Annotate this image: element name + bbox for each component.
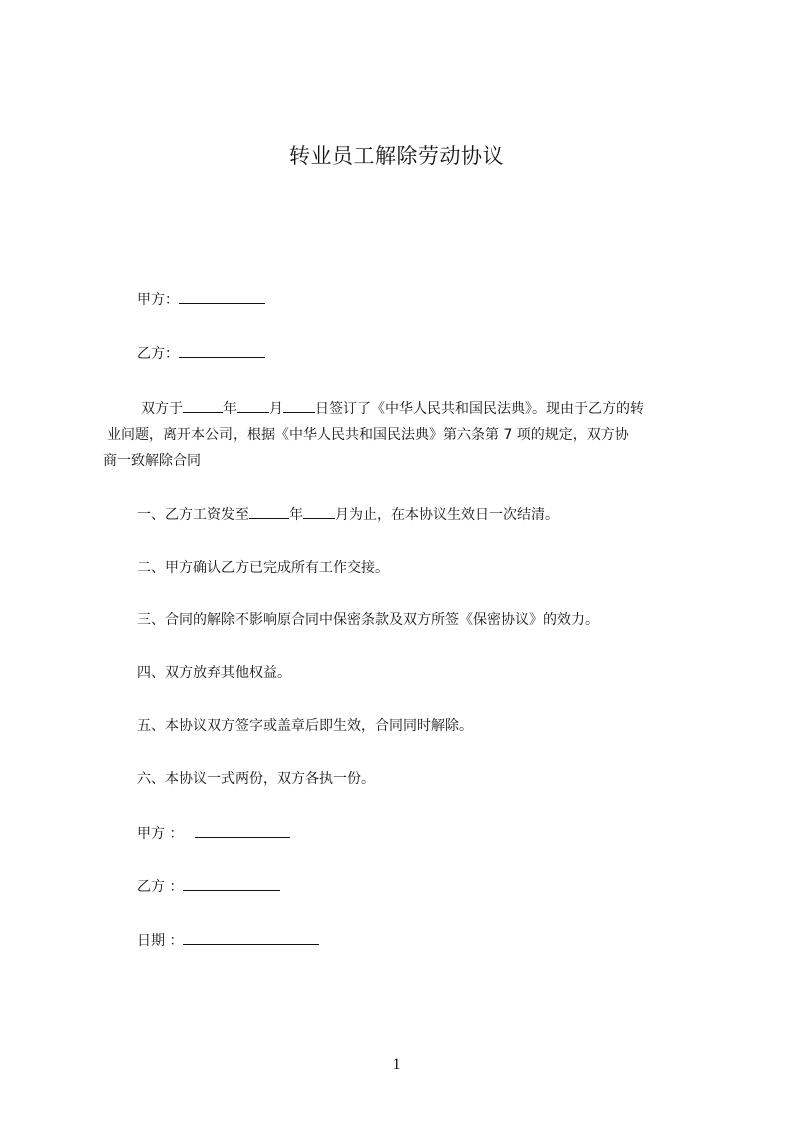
clause-2: 二、甲方确认乙方已完成所有工作交接。 <box>137 560 389 576</box>
party-b-line <box>137 342 265 366</box>
intro-month-label: 月 <box>269 401 283 417</box>
signature-date-label: 日期 ： <box>137 933 184 949</box>
intro-year-label: 年 <box>223 401 237 417</box>
page-number: 1 <box>392 1056 401 1073</box>
signature-party-a-blank <box>195 822 290 838</box>
clause-1-month-blank <box>303 503 335 519</box>
clause-4: 四、双方放弃其他权益。 <box>137 665 291 681</box>
signature-party-b <box>137 875 280 899</box>
signature-date <box>137 929 319 953</box>
intro-line-2: 业问题，离开本公司，根据《中华人民共和国民法典》第六条第 7 项的规定，双方协 <box>107 427 629 443</box>
party-a-label: 甲方： <box>137 292 179 308</box>
signature-date-blank <box>183 929 319 945</box>
party-b-blank <box>179 342 265 358</box>
clause-1-year-label: 年 <box>289 507 303 523</box>
signature-party-a-label: 甲方 ： <box>137 826 184 842</box>
intro-line-3: 商一致解除合同 <box>103 453 201 469</box>
signature-party-b-blank <box>183 875 280 891</box>
clause-6: 六、本协议一式两份，双方各执一份。 <box>137 771 375 787</box>
clause-1-year-blank <box>249 503 289 519</box>
party-a-line <box>137 288 265 312</box>
intro-text-start: 双方于 <box>141 401 183 417</box>
intro-day-blank <box>283 397 315 413</box>
intro-year-blank <box>183 397 223 413</box>
clause-1-end: 月为止，在本协议生效日一次结清。 <box>335 507 559 523</box>
party-a-blank <box>179 288 265 304</box>
clause-1 <box>137 503 559 527</box>
intro-text-end: 日签订了《中华人民共和国民法典》。现由于乙方的转 <box>315 401 644 417</box>
clause-3: 三、合同的解除不影响原合同中保密条款及双方所签《保密协议》的效力。 <box>137 612 599 628</box>
party-b-label: 乙方： <box>137 346 179 362</box>
signature-party-a <box>137 822 290 846</box>
clause-1-start: 一、乙方工资发至 <box>137 507 249 523</box>
intro-month-blank <box>237 397 269 413</box>
clause-5: 五、本协议双方签字或盖章后即生效，合同同时解除。 <box>137 718 473 734</box>
signature-party-b-label: 乙方 ： <box>137 879 184 895</box>
document-title: 转业员工解除劳动协议 <box>289 144 504 168</box>
intro-line-1 <box>141 397 644 421</box>
